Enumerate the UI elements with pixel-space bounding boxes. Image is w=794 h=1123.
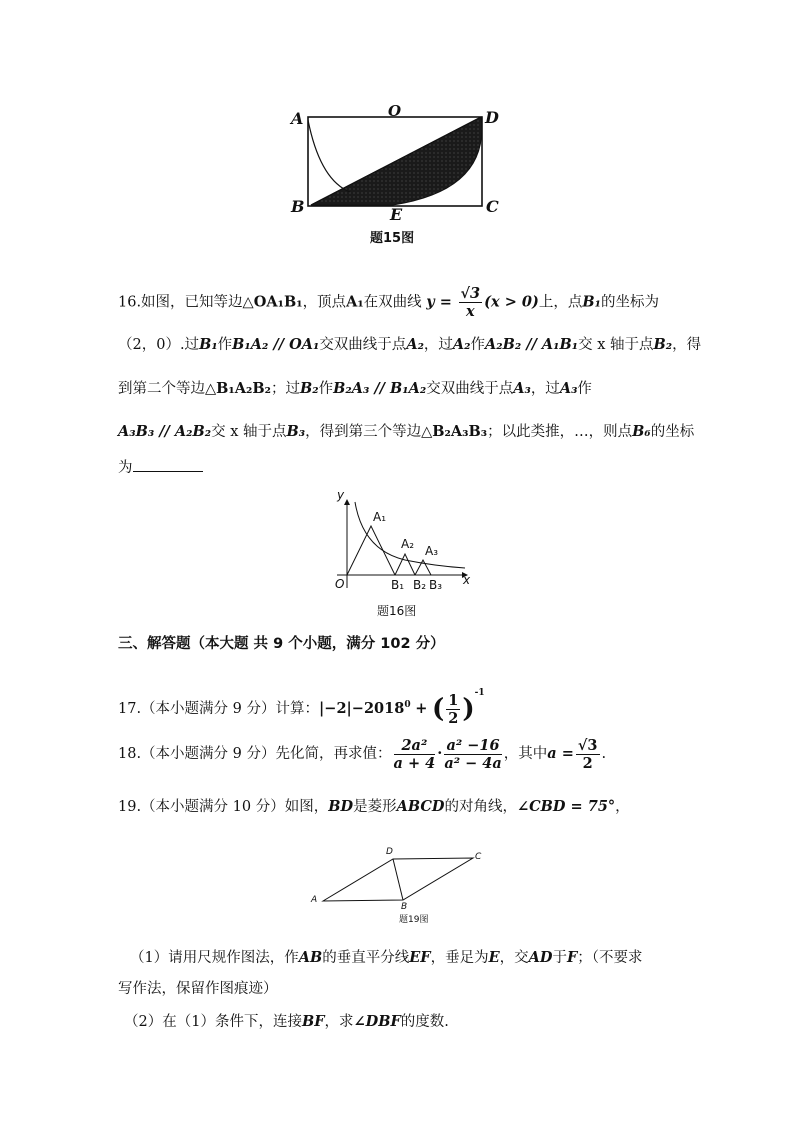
q16-text: ；以此类推，…，则点 [487,424,633,440]
q18-den: a + 4 [393,754,436,772]
fig16-label-B1: B₁ [391,578,405,592]
q16-point-A1: A₁ [346,293,364,311]
q19-BF: BF [301,1013,325,1030]
q19-BD: BD [328,798,354,815]
q18-num: 2a² [394,737,436,755]
q19-part2 [124,1010,449,1031]
q18-a-eq: a = [547,745,574,762]
q16-fraction [459,285,483,320]
q16-parallel: B₁A₂ // OA₁ [232,336,320,353]
q16-intro: 16.如图，已知等边△ [118,294,254,311]
fig15-label-E: E [390,205,403,224]
q17-expr: |−2|−2018 [319,700,405,717]
q17-paren-right: ) [462,694,475,724]
q19-text: 的度数. [400,1014,449,1030]
answer-blank[interactable] [133,457,203,472]
fig15-label-C: C [486,197,499,216]
fig15-caption: 题15图 [370,231,415,246]
q19-text: 19.（本小题满分 10 分）如图， [118,799,329,815]
q16-text: 交 x 轴于点 [211,424,287,440]
fig16-label-A3: A₃ [425,544,439,558]
q16-line4 [118,420,694,441]
q17-exp: 0 [404,700,411,711]
q16-triangle-3: B₂A₃B₃ [432,423,488,440]
q16-parallel: A₃B₃ // A₂B₂ [118,423,212,440]
q17-plus: + [415,700,428,717]
q17-fraction [446,692,460,727]
fig16-label-y: y [337,488,345,502]
q17 [118,672,485,727]
q19-text: ，求 [324,1014,354,1030]
q16-line5 [118,456,203,477]
q16-point: A₂ [452,336,471,353]
q16-text: ，顶点 [302,294,347,311]
q16-triangle-2: B₁A₂B₂ [216,380,271,397]
q16-point: A₂ [406,336,424,353]
triangle-B1A2B2 [395,554,415,575]
q16-text: 作 [217,337,233,353]
q18 [118,733,606,775]
q19-text: ；（不要求 [577,950,643,966]
q19-text: （1）请用尺规作图法，作 [130,950,299,966]
fig16-caption: 题16图 [377,604,417,618]
diagonal-BD [393,859,403,900]
q16-eq-lhs: y = [426,293,452,311]
fig15-label-A: A [291,109,304,128]
figure-19 [305,845,495,925]
q18-text: . [601,746,607,762]
q16-text: ，得到第三个等边△ [305,424,433,440]
q16-triangle-1: OA₁B₁ [253,293,303,311]
q16-frac-num: √3 [460,285,481,302]
fig15-label-D: D [485,108,499,127]
q16-text: ，过 [530,381,560,397]
q16-text: 交双曲线于点 [319,337,407,353]
q19-ABCD: ABCD [396,798,445,815]
q19-EF: EF [409,949,431,966]
fig16-label-A2: A₂ [401,537,415,551]
q19-angle-DBF: ∠DBF [353,1013,401,1030]
figure-16 [325,490,485,620]
fig16-label-x: x [463,573,471,587]
q16-text: 交 x 轴于点 [578,337,654,353]
q16-text: 在双曲线 [363,294,422,311]
q18-text: ，其中 [503,746,548,762]
q18-fraction-1 [394,737,436,772]
fig19-caption: 题19图 [399,915,429,925]
q19-F: F [567,949,578,966]
q16-text: 到第二个等边△ [118,381,217,397]
q16-text: 作 [577,381,592,397]
q16-point: A₃ [513,380,531,397]
fig19-label-D: D [386,847,393,857]
q16-point: B₂ [653,336,673,353]
fig16-label-B3: B₃ [429,578,443,592]
q18-dot: · [437,745,443,762]
q16-text: ；过 [270,381,300,397]
q16-parallel: A₂B₂ // A₁B₁ [485,336,579,353]
figure-15 [285,100,510,250]
q19-part1-line1 [130,946,643,967]
section-3-header: 三、解答题（本大题 共 9 个小题，满分 102 分） [118,636,445,652]
q16-parallel: B₂A₃ // B₁A₂ [333,380,427,397]
q16-text: 上，点 [538,294,583,311]
fig15-label-O: O [388,102,402,120]
fig16-label-B2: B₂ [413,578,427,592]
q16-line1 [118,285,659,320]
q16-point: B₁ [199,336,218,353]
fig19-label-A: A [311,895,318,905]
q16-point-B6: B₆ [632,423,651,440]
fig19-label-C: C [475,852,482,862]
triangle-OA1B1 [347,526,395,575]
q16-text: ，过 [423,337,453,353]
q18-den: 2 [582,754,593,772]
q19-AD: AD [528,949,553,966]
q18-den: a² − 4a [444,754,502,772]
q17-paren-left: ( [431,694,445,724]
q16-text: 作 [318,381,334,397]
q16-point: B₂ [299,380,319,397]
q16-point: A₃ [559,380,578,397]
hyperbola [355,502,465,568]
q19-text: （2）在（1）条件下，连接 [124,1014,302,1030]
q19-text: 的垂直平分线 [322,950,410,966]
fig16-label-O: O [335,577,345,591]
q19-part1-line2: 写作法，保留作图痕迹） [118,981,278,997]
q18-num: a² −16 [444,737,501,755]
q17-text: 17.（本小题满分 9 分）计算： [118,701,320,717]
q19-text: ， [615,799,630,815]
q18-value [576,737,600,772]
q16-text: 为 [118,460,133,476]
q18-fraction-2 [444,737,501,772]
q16-text: 的坐标为 [600,294,659,311]
q17-num: 1 [448,691,459,709]
figure-19-diagram [305,845,495,910]
q17-exp: -1 [474,688,485,698]
q16-text: ，得 [672,337,702,353]
fig15-label-B: B [291,197,305,216]
q19-line1 [118,795,630,816]
q16-condition: (x > 0) [484,293,539,311]
q18-num: √3 [577,736,598,754]
q16-point-B1: B₁ [582,293,601,311]
q16-frac-den: x [466,303,475,320]
q17-den: 2 [448,709,459,727]
arc-AE [308,120,350,192]
q16-text: 的坐标 [650,424,695,440]
fig19-label-B: B [401,902,408,912]
q19-text: 的对角线， [444,799,517,815]
q16-line3 [118,377,592,398]
fig16-label-A1: A₁ [373,510,387,524]
q19-text: ，交 [499,950,529,966]
q16-line2 [118,333,701,354]
q19-text: ，垂足为 [430,950,489,966]
q19-E: E [488,949,500,966]
q19-AB: AB [298,949,323,966]
q19-text: 是菱形 [353,799,397,815]
q19-text: 于 [552,950,567,966]
q18-text: 18.（本小题满分 9 分）先化简，再求值： [118,746,392,762]
q16-coord: （2，0）.过 [118,337,200,353]
q16-point: B₃ [286,423,306,440]
q19-angle: ∠CBD = 75° [516,798,616,815]
q16-text: 作 [470,337,486,353]
q16-text: 交双曲线于点 [426,381,514,397]
